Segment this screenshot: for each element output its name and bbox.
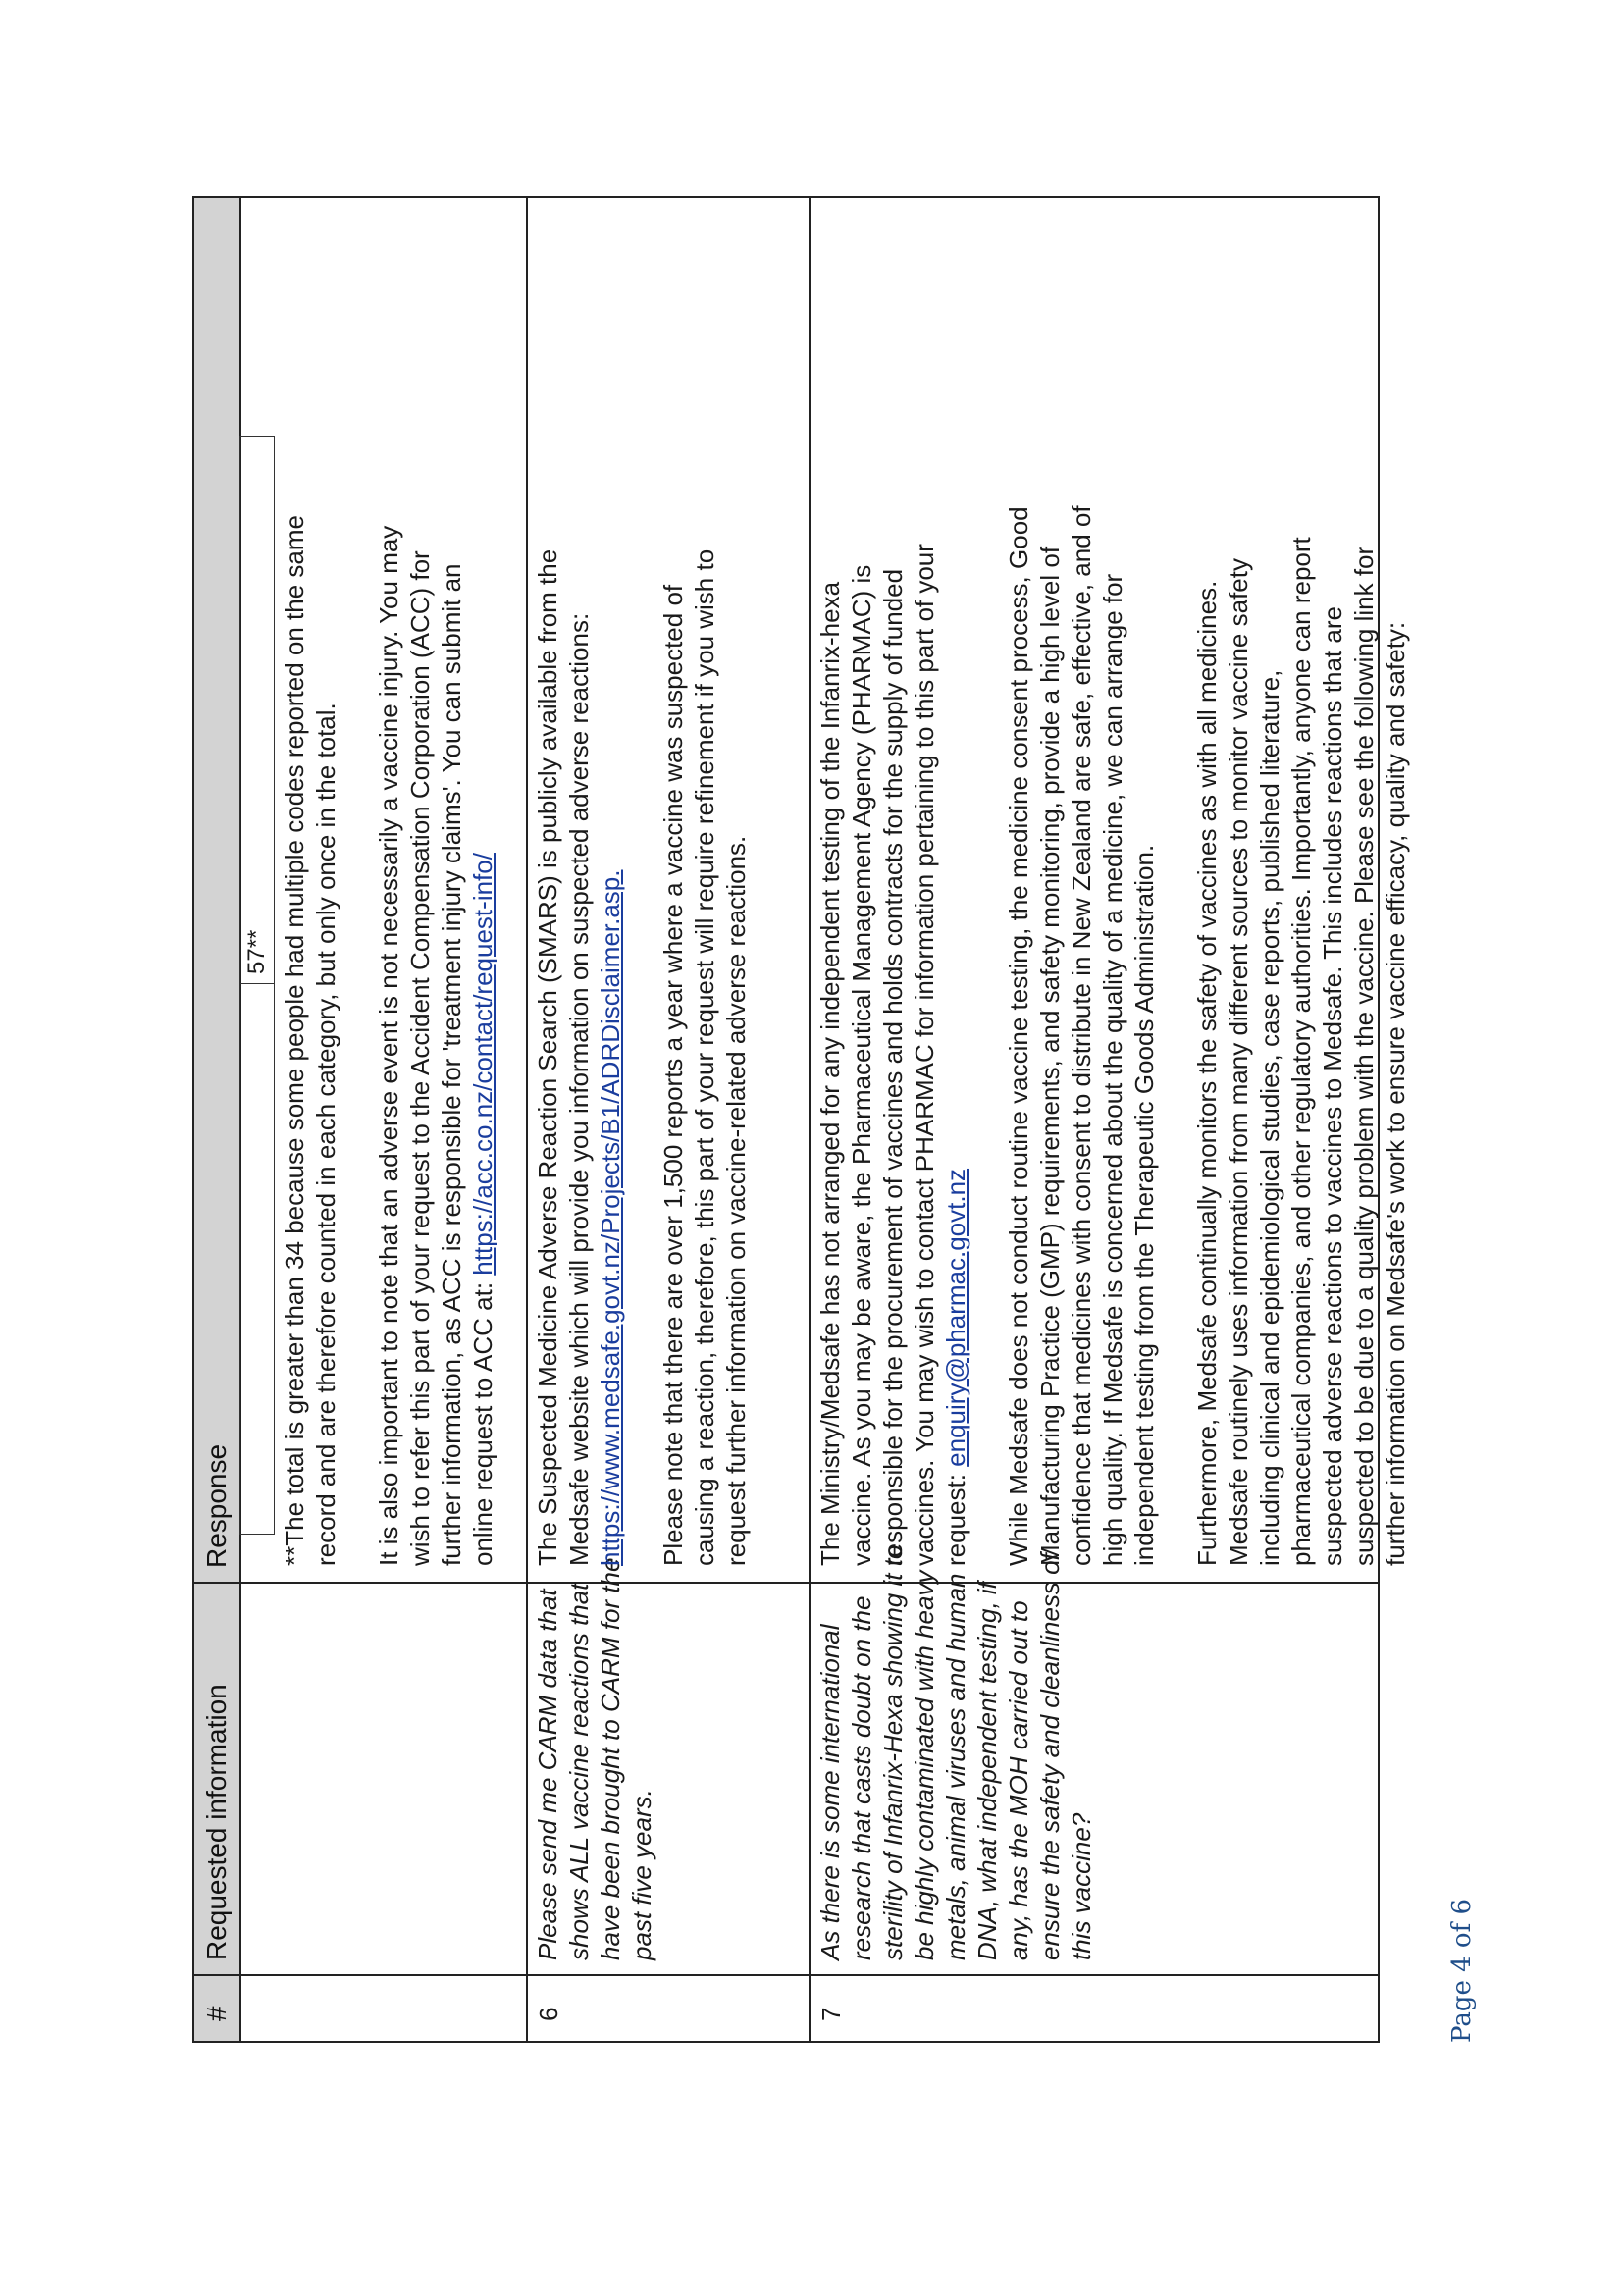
request-line: Please send me CARM data that <box>533 1589 562 1960</box>
response-line: request further information on vaccine-related adverse reactions. <box>721 835 751 1566</box>
request-line: shows ALL vaccine reactions that <box>564 1583 594 1960</box>
row-number-6: 6 <box>534 2007 563 2021</box>
response-line <box>940 505 971 1566</box>
header-number: # <box>194 1974 239 2041</box>
response-line <box>341 515 373 1566</box>
request-line: research that casts doubt on the <box>847 1595 876 1960</box>
response-line: including clinical and epidemiological studies, case reports, published literature, <box>1255 669 1284 1566</box>
row7-request <box>814 1545 1097 1960</box>
header-requested-information: Requested information <box>194 1582 239 1974</box>
spacer-line <box>626 549 657 1566</box>
response-line: further information, as ACC is responsible for 'treatment injury claims'. You can submit an <box>437 563 466 1566</box>
summary-table-fragment <box>239 436 275 1535</box>
response-line: record and are therefore counted in each category, but only once in the total. <box>311 703 340 1566</box>
response-line: The Suspected Medicine Adverse Reaction Search (SMARS) is publicly available from the <box>533 548 562 1566</box>
request-line: past five years. <box>627 1789 656 1960</box>
response-line: suspected adverse reactions to vaccines to Medsafe. This includes reactions that are <box>1318 606 1347 1566</box>
response-line: vaccine. As you may be aware, the Pharmaceutical Management Agency (PHARMAC) is <box>847 564 876 1566</box>
row-divider <box>809 198 811 2041</box>
response-line: The Ministry/Medsafe has not arranged for any independent testing of the Infanrix-hexa <box>815 581 845 1566</box>
response-line: Manufacturing Practice (GMP) requirements, and safety monitoring, provide a high level of <box>1035 546 1065 1566</box>
header-response: Response <box>194 198 239 1582</box>
pharmac-email-link[interactable]: enquiry@pharmac.govt.nz <box>941 1168 970 1467</box>
column-divider <box>194 1974 1378 1976</box>
response-line: responsible for the procurement of vaccines and holds contracts for the supply of funded <box>878 568 908 1566</box>
response-line: Please note that there are over 1,500 reports a year where a vaccine was suspected of <box>658 584 688 1566</box>
request-line: have been brought to CARM for the <box>596 1557 625 1960</box>
row-number-7: 7 <box>816 2007 846 2021</box>
response-line: While Medsafe does not conduct routine vaccine testing, the medicine consent process, Good <box>1004 506 1033 1566</box>
response-line <box>467 515 498 1566</box>
row6-request <box>532 1558 657 1960</box>
response-line: **The total is greater than 34 because some people had multiple codes reported on the same <box>280 514 309 1566</box>
response-line: high quality. If Medsafe is concerned about the quality of a medicine, we can arrange for <box>1098 573 1127 1566</box>
response-line: pharmaceutical companies, and other regulatory authorities. Importantly, anyone can report <box>1286 537 1316 1566</box>
request-line: sterility of Infanrix-Hexa showing it to <box>878 1544 908 1960</box>
continuation-response <box>279 515 498 1566</box>
row7-response <box>814 505 1411 1566</box>
row6-response <box>532 549 752 1566</box>
response-line: independent testing from the Therapeutic Goods Administration. <box>1129 844 1159 1566</box>
response-line: further information on Medsafe's work to ensure vaccine efficacy, quality and safety: <box>1381 621 1410 1566</box>
response-line: vaccines. You may wish to contact PHARMAC for information pertaining to this part of your <box>910 544 939 1566</box>
spacer-line <box>1160 505 1191 1566</box>
response-text: online request to ACC at: <box>468 1275 497 1566</box>
request-line: ensure the safety and cleanliness of <box>1035 1553 1065 1960</box>
request-line: DNA, what independent testing, if <box>972 1582 1002 1960</box>
summary-total-value: 57** <box>243 929 270 974</box>
column-divider <box>194 1582 1378 1584</box>
acc-request-link[interactable]: https://acc.co.nz/contact/request-info/ <box>468 853 497 1276</box>
response-line: confidence that medicines with consent to distribute in New Zealand are safe, effective, and of <box>1067 505 1096 1566</box>
response-line: It is also important to note that an adverse event is not necessarily a vaccine injury. You may <box>374 525 403 1566</box>
response-text: request: <box>941 1466 970 1566</box>
response-line: Furthermore, Medsafe continually monitors the safety of vaccines as with all medicines. <box>1192 580 1222 1566</box>
response-line: Medsafe routinely uses information from many different sources to monitor vaccine safety <box>1224 558 1253 1566</box>
request-line: be highly contaminated with heavy <box>910 1570 939 1960</box>
page-number: Page 4 of 6 <box>1447 1898 1477 2043</box>
request-line: As there is some international <box>815 1624 845 1960</box>
row-divider <box>526 198 528 2041</box>
request-line: this vaccine? <box>1067 1812 1096 1960</box>
smars-link[interactable]: https://www.medsafe.govt.nz/Projects/B1/ADRDisclaimer.asp. <box>596 869 625 1566</box>
summary-table-divider <box>240 983 274 984</box>
response-line: causing a reaction, therefore, this part of your request will require refinement if you wish to <box>690 548 719 1566</box>
request-line: any, has the MOH carried out to <box>1004 1600 1033 1960</box>
spacer-line <box>971 505 1003 1566</box>
response-line: suspected to be due to a quality problem with the vaccine. Please see the following link for <box>1349 546 1379 1566</box>
response-line: wish to refer this part of your request to the Accident Compensation Corporation (ACC) for <box>405 550 435 1566</box>
response-line: Medsafe website which will provide you information on suspected adverse reactions: <box>564 612 594 1566</box>
response-table <box>192 196 1410 2043</box>
request-line: metals, animal viruses and human <box>941 1573 970 1960</box>
response-line <box>595 549 626 1566</box>
